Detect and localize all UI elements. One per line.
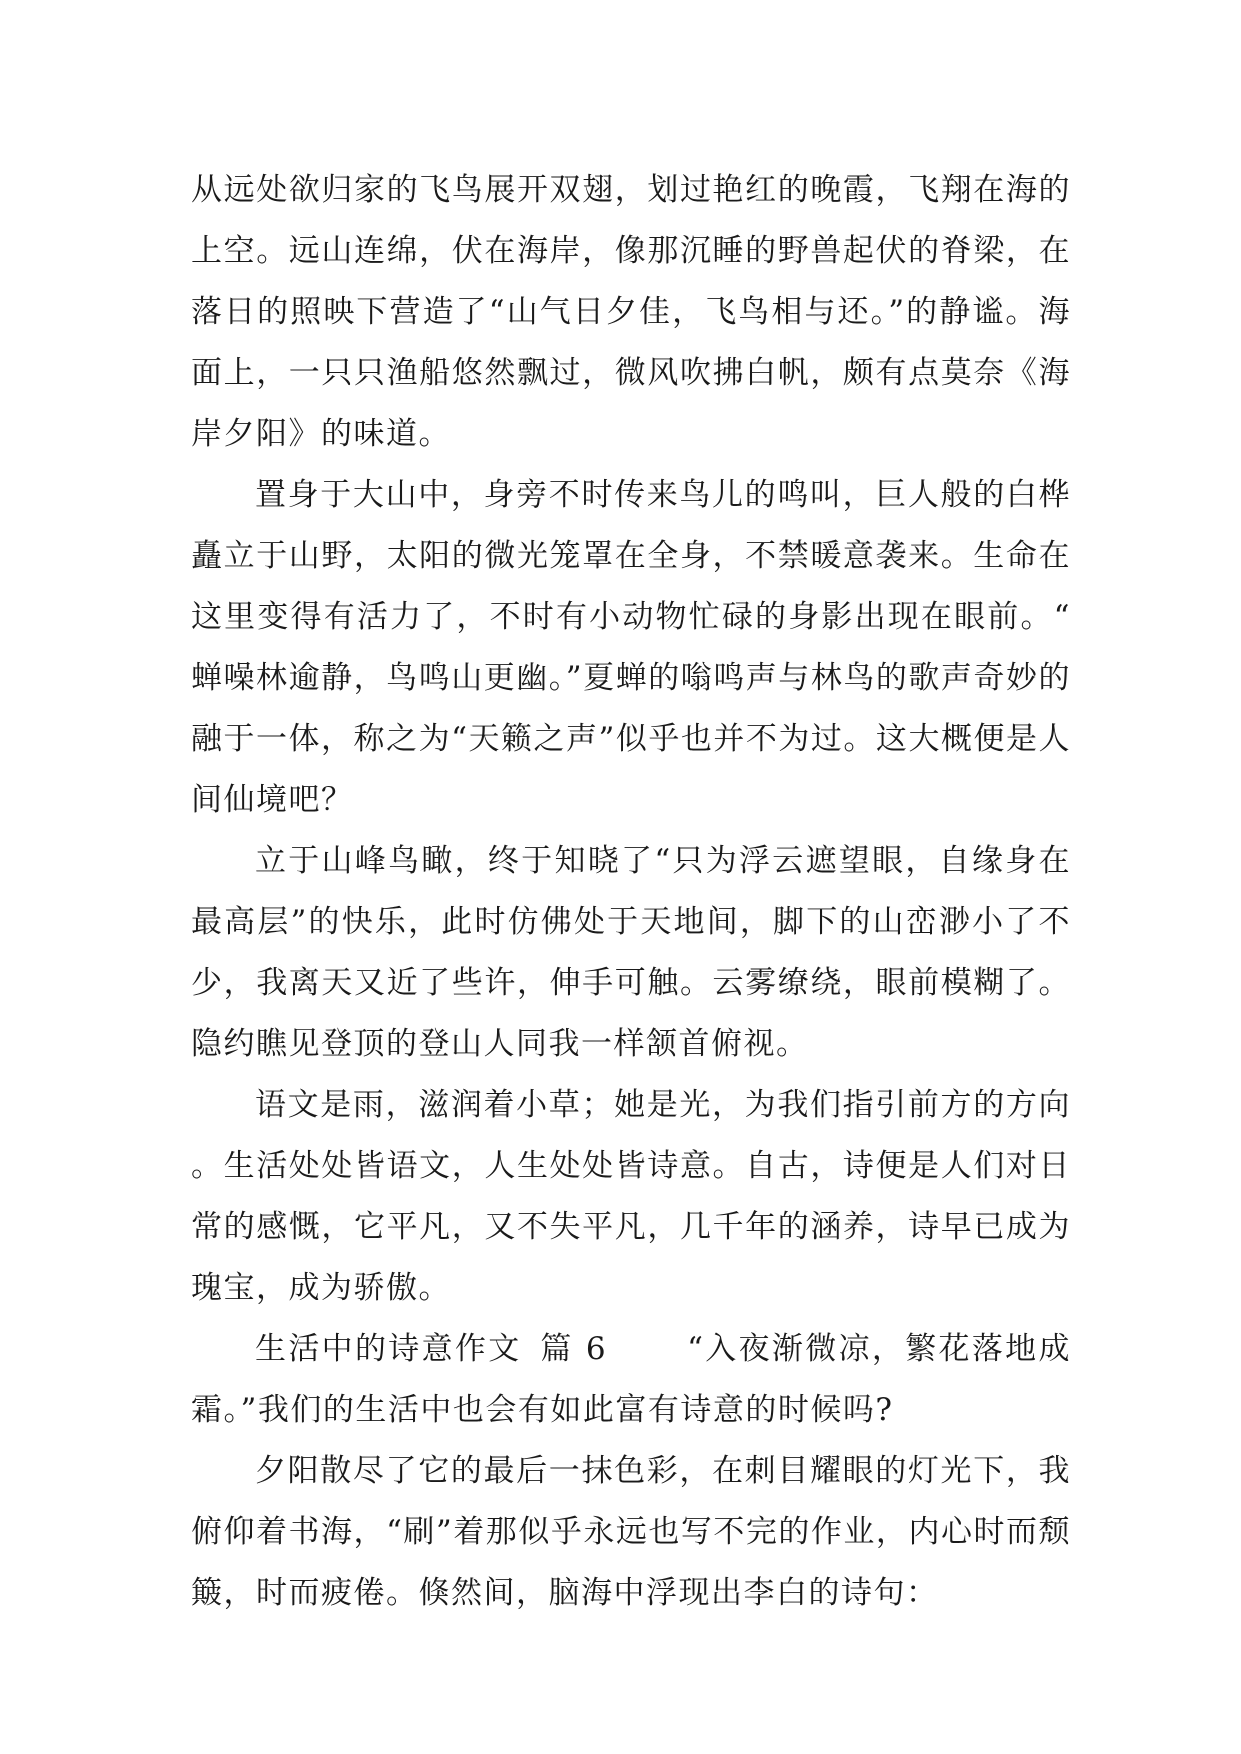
document-body: [191, 160, 1071, 1624]
section-heading-paragraph: [191, 1319, 1071, 1441]
paragraph-2: 置身于大山中，身旁不时传来鸟儿的鸣叫，巨人般的白桦矗立于山野，太阳的微光笼罩在全身，不禁暖意袭来。生命在这里变得有活力了，不时有小动物忙碌的身影出现在眼前。“蝉噪林逾静，鸟鸣山更幽。”夏蝉的嗡鸣声与林鸟的歌声奇妙的融于一体，称之为“天籁之声”似乎也并不为过。这大概便是人间仙境吧？: [191, 477, 1071, 818]
paragraph-last: 夕阳散尽了它的最后一抹色彩，在刺目耀眼的灯光下，我俯仰着书海，“刷”着那似乎永远也写不完的作业，内心时而颓簸，时而疲倦。倏然间，脑海中浮现出李白的诗句：: [191, 1453, 1071, 1611]
section-text: “入夜渐微凉，繁花落地成霜。”我们的生活中也会有如此富有诗意的时候吗?: [191, 1331, 1072, 1428]
paragraph-1: 从远处欲归家的飞鸟展开双翅，划过艳红的晚霞，飞翔在海的上空。远山连绵，伏在海岸，像那沉睡的野兽起伏的脊梁，在落日的照映下营造了“山气日夕佳，飞鸟相与还。”的静谧。海面上，一只只渔船悠然飘过，微风吹拂白帆，颇有点莫奈《海岸夕阳》的味道。: [191, 172, 1071, 452]
paragraph-3: 立于山峰鸟瞰，终于知晓了“只为浮云遮望眼，自缘身在最高层”的快乐，此时仿佛处于天地间，脚下的山峦渺小了不少，我离天又近了些许，伸手可触。云雾缭绕，眼前模糊了。隐约瞧见登顶的登山人同我一样颔首俯视。: [191, 843, 1071, 1062]
section-title: 生活中的诗意作文: [255, 1331, 522, 1367]
paragraph-4: 语文是雨，滋润着小草；她是光，为我们指引前方的方向。生活处处皆语文，人生处处皆诗意。自古，诗便是人们对日常的感慨，它平凡，又不失平凡，几千年的涵养，诗早已成为瑰宝，成为骄傲。: [191, 1087, 1071, 1306]
section-number: 篇 6: [539, 1331, 608, 1367]
